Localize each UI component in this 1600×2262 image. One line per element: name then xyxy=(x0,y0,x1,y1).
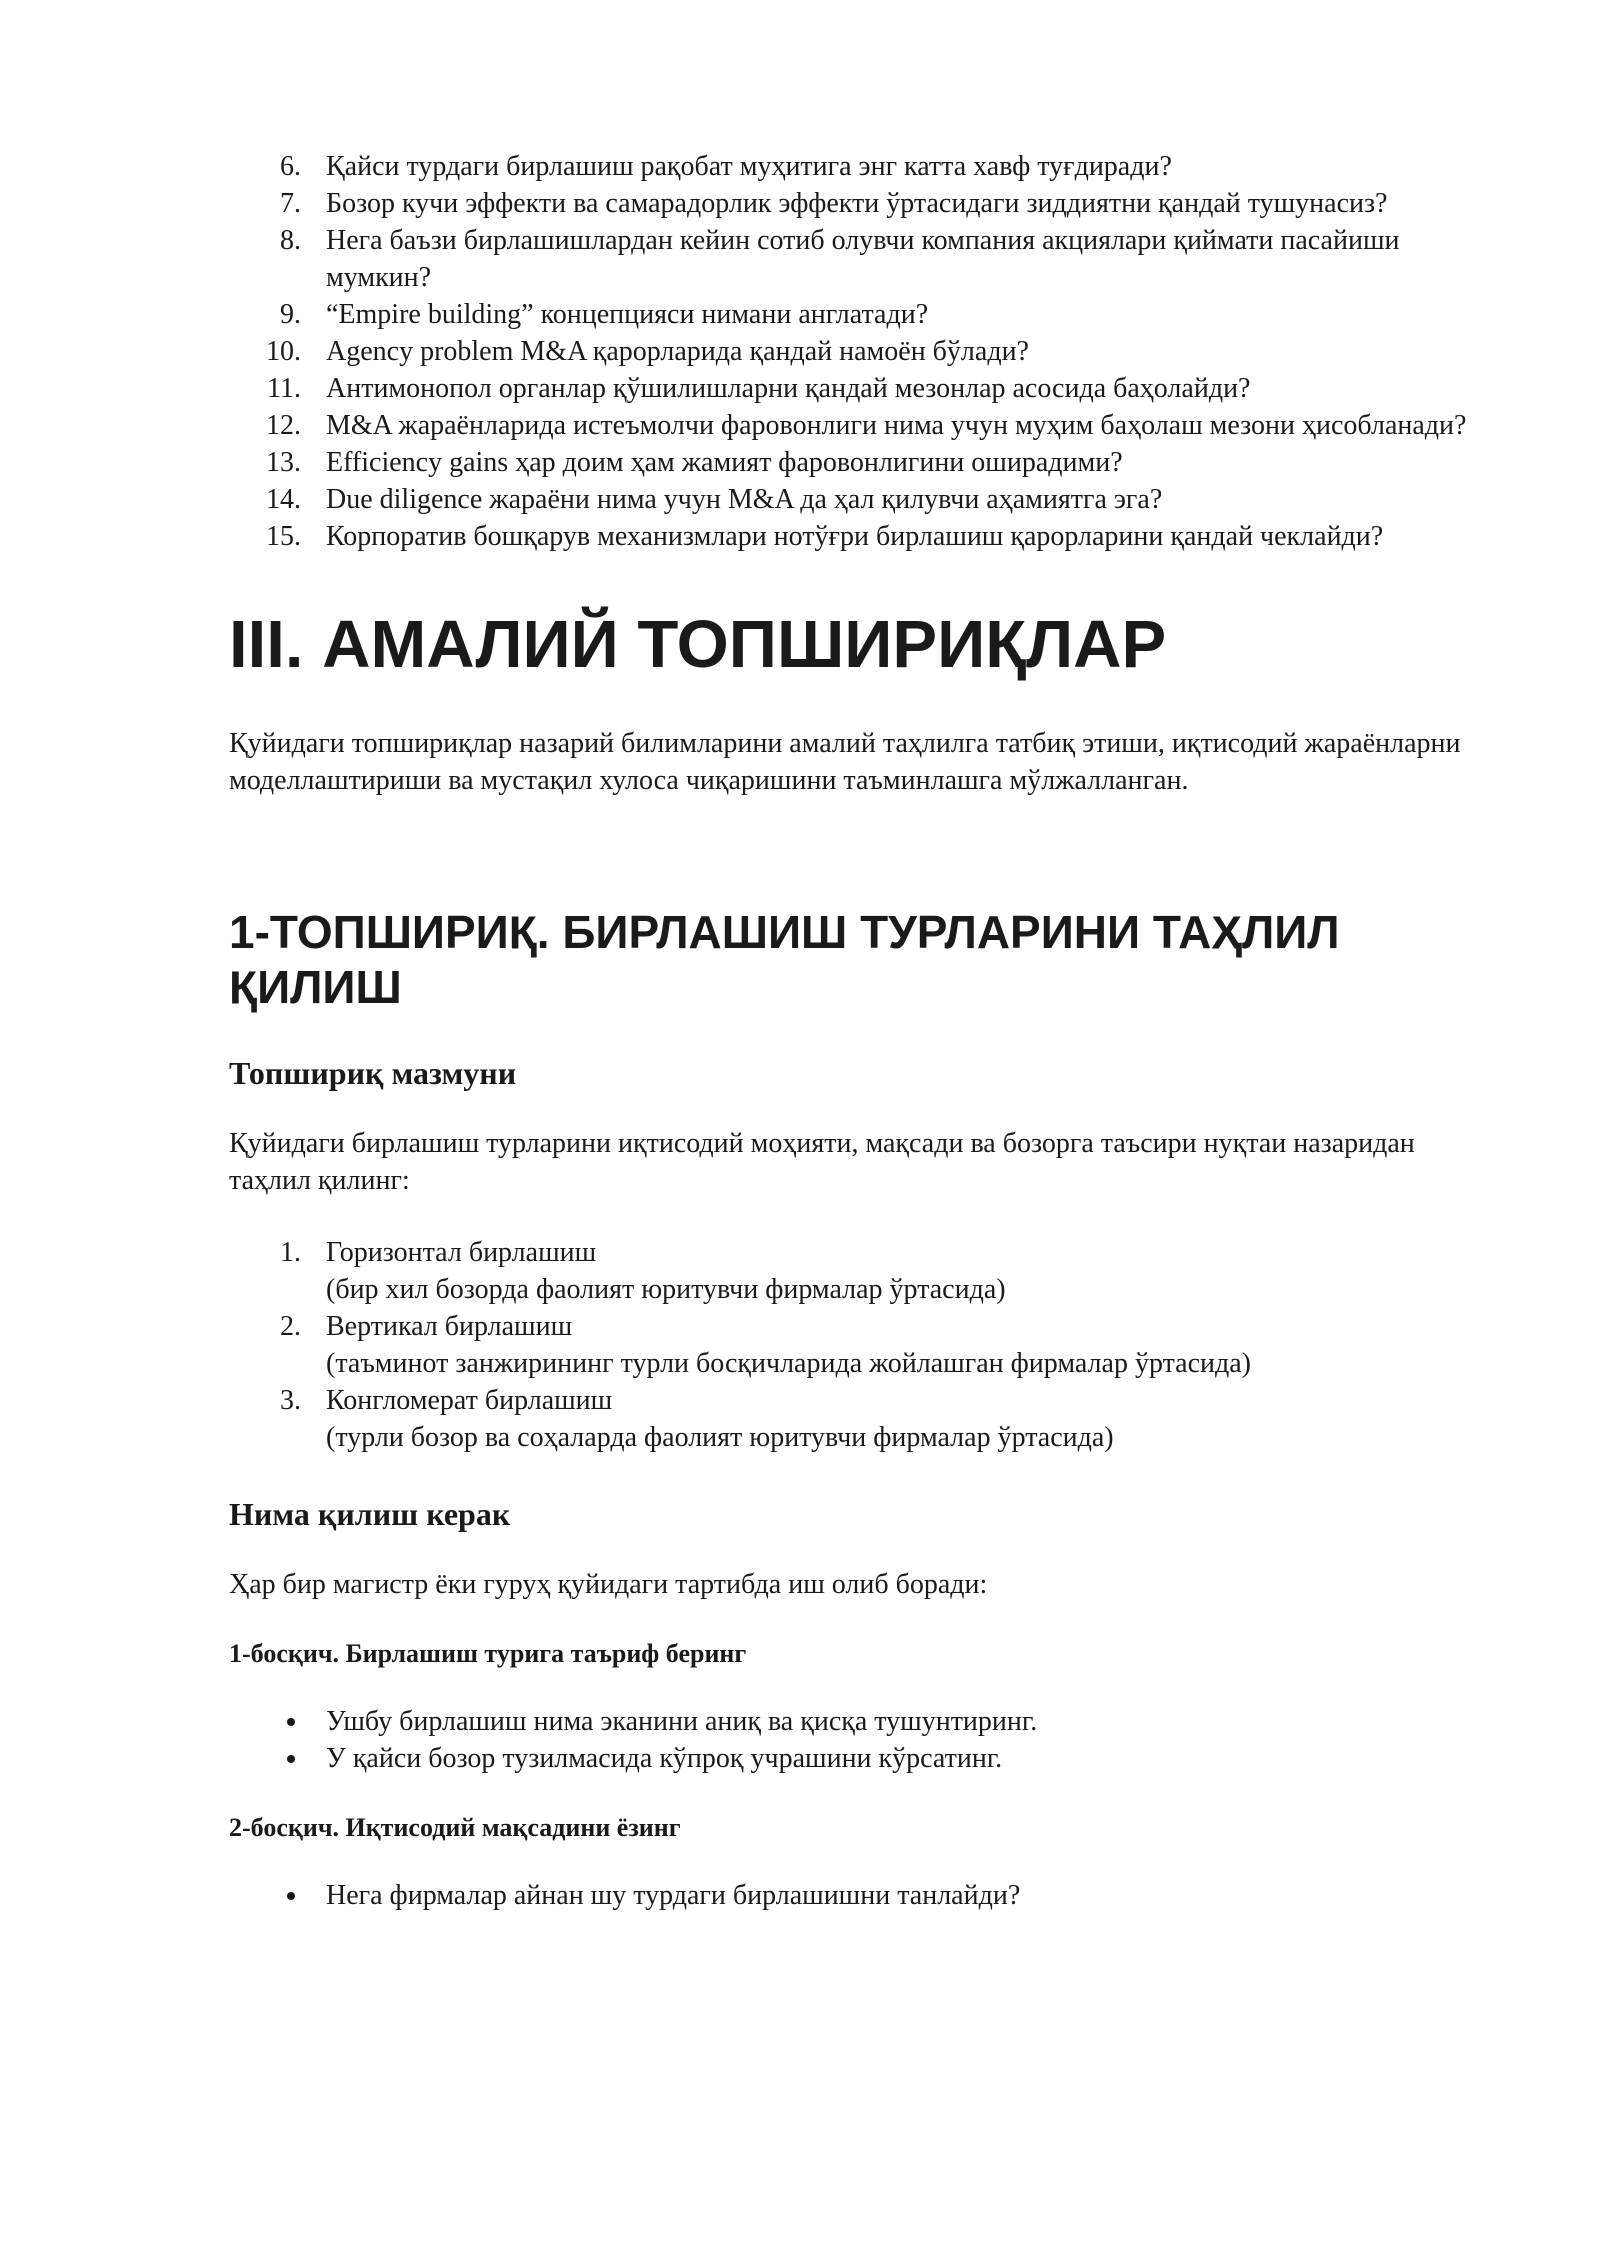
list-item-number: 7. xyxy=(280,188,301,219)
todo-heading: Нима қилиш керак xyxy=(229,1496,511,1532)
list-item-number: 15. xyxy=(266,521,301,552)
list-item-text: Due diligence жараёни нима учун M&A да ҳал қилувчи аҳамиятга эга? xyxy=(326,484,1163,515)
list-item-number: 13. xyxy=(266,447,301,478)
list-item-number: 2. xyxy=(280,1311,301,1342)
list-item-text: Қайси турдаги бирлашиш рақобат муҳитига энг катта хавф туғдиради? xyxy=(326,151,1172,182)
bullet-icon xyxy=(287,1755,295,1763)
list-item xyxy=(229,370,1469,407)
list-item xyxy=(229,1877,1469,1914)
task-content-text: Қуйидаги бирлашиш турларини иқтисодий моҳияти, мақсади ва бозорга таъсири нуқтаи назаридан таҳлил қилинг: xyxy=(229,1128,1415,1196)
merger-type-name: Конгломерат бирлашиш xyxy=(326,1385,613,1416)
list-item xyxy=(229,296,1469,333)
list-item-number: 10. xyxy=(266,336,301,367)
list-item xyxy=(229,1703,1469,1740)
list-item-number: 3. xyxy=(280,1385,301,1416)
list-item xyxy=(229,222,1469,296)
review-questions-list xyxy=(229,148,1469,555)
merger-type-note: (турли бозор ва соҳаларда фаолият юритувчи фирмалар ўртасида) xyxy=(326,1422,1114,1453)
page-content xyxy=(229,148,1469,1914)
step-1-bullets xyxy=(229,1703,1469,1777)
list-item-number: 11. xyxy=(267,373,301,404)
list-item-text: Корпоратив бошқарув механизмлари нотўғри бирлашиш қарорларини қандай чеклайди? xyxy=(326,521,1384,552)
step-1-title: 1-босқич. Бирлашиш турига таъриф беринг xyxy=(229,1639,747,1668)
section-intro: Қуйидаги топшириқлар назарий билимларини амалий таҳлилга татбиқ этиши, иқтисодий жараёнларни моделлаштириши ва мустақил хулоса чиқаришини таъминлашга мўлжалланган. xyxy=(229,728,1461,796)
step-2-bullets xyxy=(229,1877,1469,1914)
list-item-text: Бозор кучи эффекти ва самарадорлик эффекти ўртасидаги зиддиятни қандай тушунасиз? xyxy=(326,188,1388,219)
list-item xyxy=(229,407,1469,444)
bullet-text: У қайси бозор тузилмасида кўпроқ учрашини кўрсатинг. xyxy=(326,1743,1003,1774)
list-item-number: 14. xyxy=(266,484,301,515)
merger-type-note: (таъминот занжирининг турли босқичларида жойлашган фирмалар ўртасида) xyxy=(326,1348,1251,1379)
bullet-text: Ушбу бирлашиш нима эканини аниқ ва қисқа тушунтиринг. xyxy=(326,1706,1038,1737)
list-item xyxy=(229,444,1469,481)
merger-type-note: (бир хил бозорда фаолият юритувчи фирмалар ўртасида) xyxy=(326,1274,1006,1305)
merger-type-name: Вертикал бирлашиш xyxy=(326,1311,573,1342)
list-item xyxy=(229,148,1469,185)
list-item-text: Agency problem M&A қарорларида қандай намоён бўлади? xyxy=(326,336,1029,367)
list-item xyxy=(229,481,1469,518)
list-item-number: 1. xyxy=(280,1237,301,1268)
merger-types-list xyxy=(229,1234,1469,1456)
bullet-icon xyxy=(287,1718,295,1726)
list-item-text: Антимонопол органлар қўшилишларни қандай мезонлар асосида баҳолайди? xyxy=(326,373,1251,404)
list-item xyxy=(229,518,1469,555)
list-item xyxy=(229,333,1469,370)
task-content-heading: Топшириқ мазмуни xyxy=(229,1055,517,1091)
list-item-text: Нега баъзи бирлашишлардан кейин сотиб олувчи компания акциялари қиймати пасайиши мумкин? xyxy=(326,225,1400,293)
list-item xyxy=(229,185,1469,222)
list-item-text: “Empire building” концепцияси нимани англатади? xyxy=(326,299,929,330)
list-item-number: 8. xyxy=(280,225,301,256)
section-title: III. АМАЛИЙ ТОПШИРИҚЛАР xyxy=(229,607,1167,682)
list-item-text: Efficiency gains ҳар доим ҳам жамият фаровонлигини оширадими? xyxy=(326,447,1123,478)
bullet-icon xyxy=(287,1892,295,1900)
merger-type-name: Горизонтал бирлашиш xyxy=(326,1237,597,1268)
list-item-number: 6. xyxy=(280,151,301,182)
list-item xyxy=(229,1234,1469,1308)
step-2-title: 2-босқич. Иқтисодий мақсадини ёзинг xyxy=(229,1813,681,1842)
list-item xyxy=(229,1740,1469,1777)
task-title: 1-ТОПШИРИҚ. БИРЛАШИШ ТУРЛАРИНИ ТАҲЛИЛ ҚИЛИШ xyxy=(229,906,1340,1013)
list-item-text: M&A жараёнларида истеъмолчи фаровонлиги нима учун муҳим баҳолаш мезони ҳисобланади? xyxy=(326,410,1467,441)
todo-text: Ҳар бир магистр ёки гуруҳ қуйидаги тартибда иш олиб боради: xyxy=(229,1569,988,1600)
list-item xyxy=(229,1382,1469,1456)
list-item xyxy=(229,1308,1469,1382)
list-item-number: 12. xyxy=(266,410,301,441)
bullet-text: Нега фирмалар айнан шу турдаги бирлашишни танлайди? xyxy=(326,1880,1021,1911)
list-item-number: 9. xyxy=(280,299,301,330)
